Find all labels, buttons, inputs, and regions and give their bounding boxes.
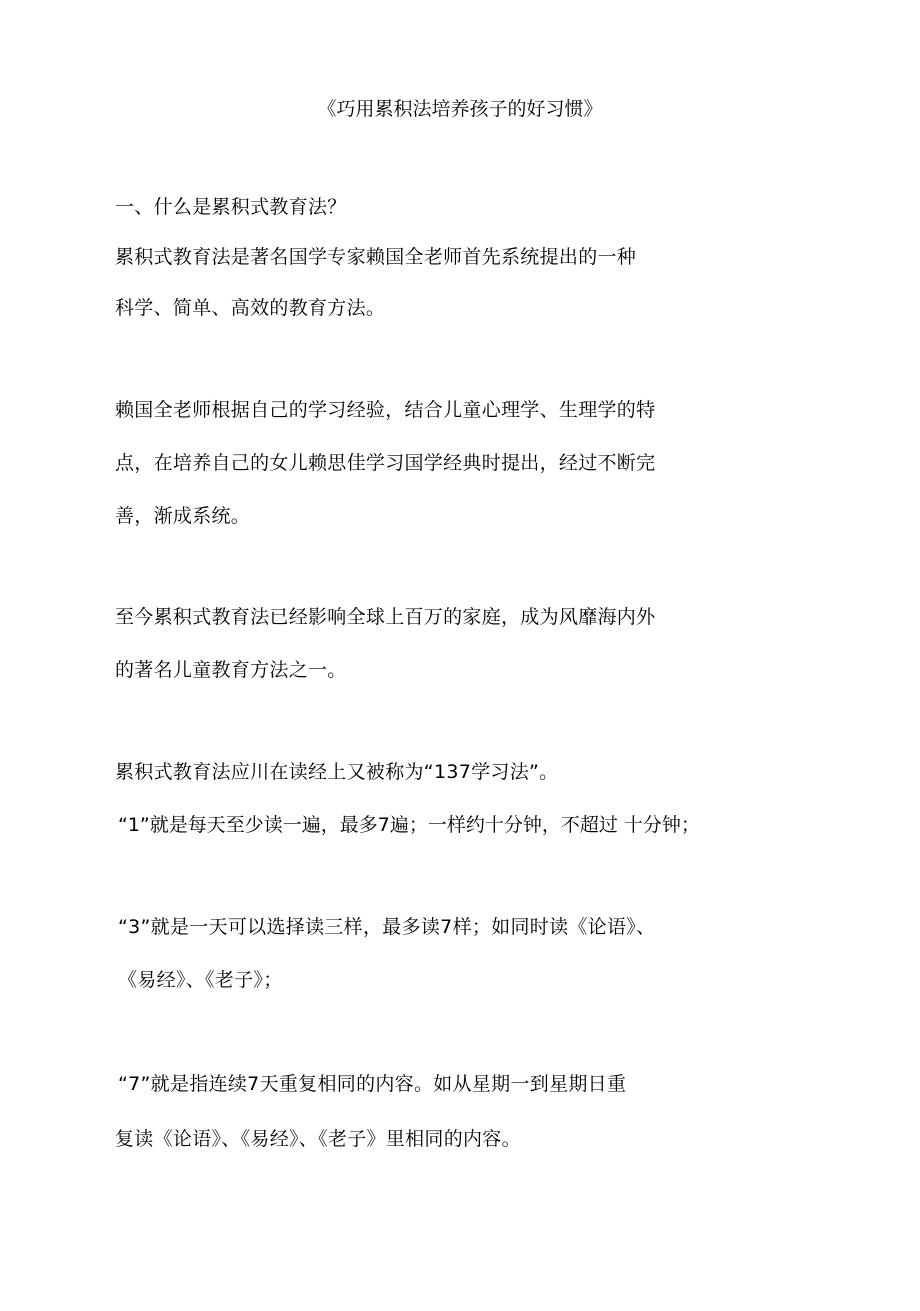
rule-3-line: 《易经》、《老子》； [118, 969, 283, 991]
rule-3-line: “3”就是一天可以选择读三样，最多读7样；如同时读《论语》、 [118, 916, 656, 938]
paragraph-line: 科学、简单、高效的教育方法。 [115, 297, 386, 319]
paragraph-line: 累积式教育法是著名国学专家赖国全老师首先系统提出的一种 [115, 246, 637, 268]
rule-1-line: “1”就是每天至少读一遍，最多7遍；一样约十分钟，不超过 十分钟； [118, 814, 700, 836]
paragraph-line: 赖国全老师根据自己的学习经验，结合儿童心理学、生理学的特 [115, 399, 656, 421]
document-title: 《巧用累积法培养孩子的好习惯》 [317, 98, 603, 120]
paragraph-line: 善，渐成系统。 [115, 505, 251, 527]
rule-7-line: “7”就是指连续7天重复相同的内容。如从星期一到星期日重 [118, 1073, 627, 1095]
paragraph-line: 至今累积式教育法已经影响全球上百万的家庭，成为风靡海内外 [115, 606, 656, 628]
paragraph-line: 点，在培养自己的女儿赖思佳学习国学经典时提出，经过不断完 [115, 452, 656, 474]
section-heading: 一、什么是累积式教育法？ [115, 196, 347, 218]
rule-7-line: 复读《论语》、《易经》、《老子》里相同的内容。 [115, 1128, 521, 1150]
paragraph-line: 累积式教育法应川在读经上又被称为“137学习法”。 [115, 761, 559, 783]
paragraph-line: 的著名儿童教育方法之一。 [115, 659, 347, 681]
